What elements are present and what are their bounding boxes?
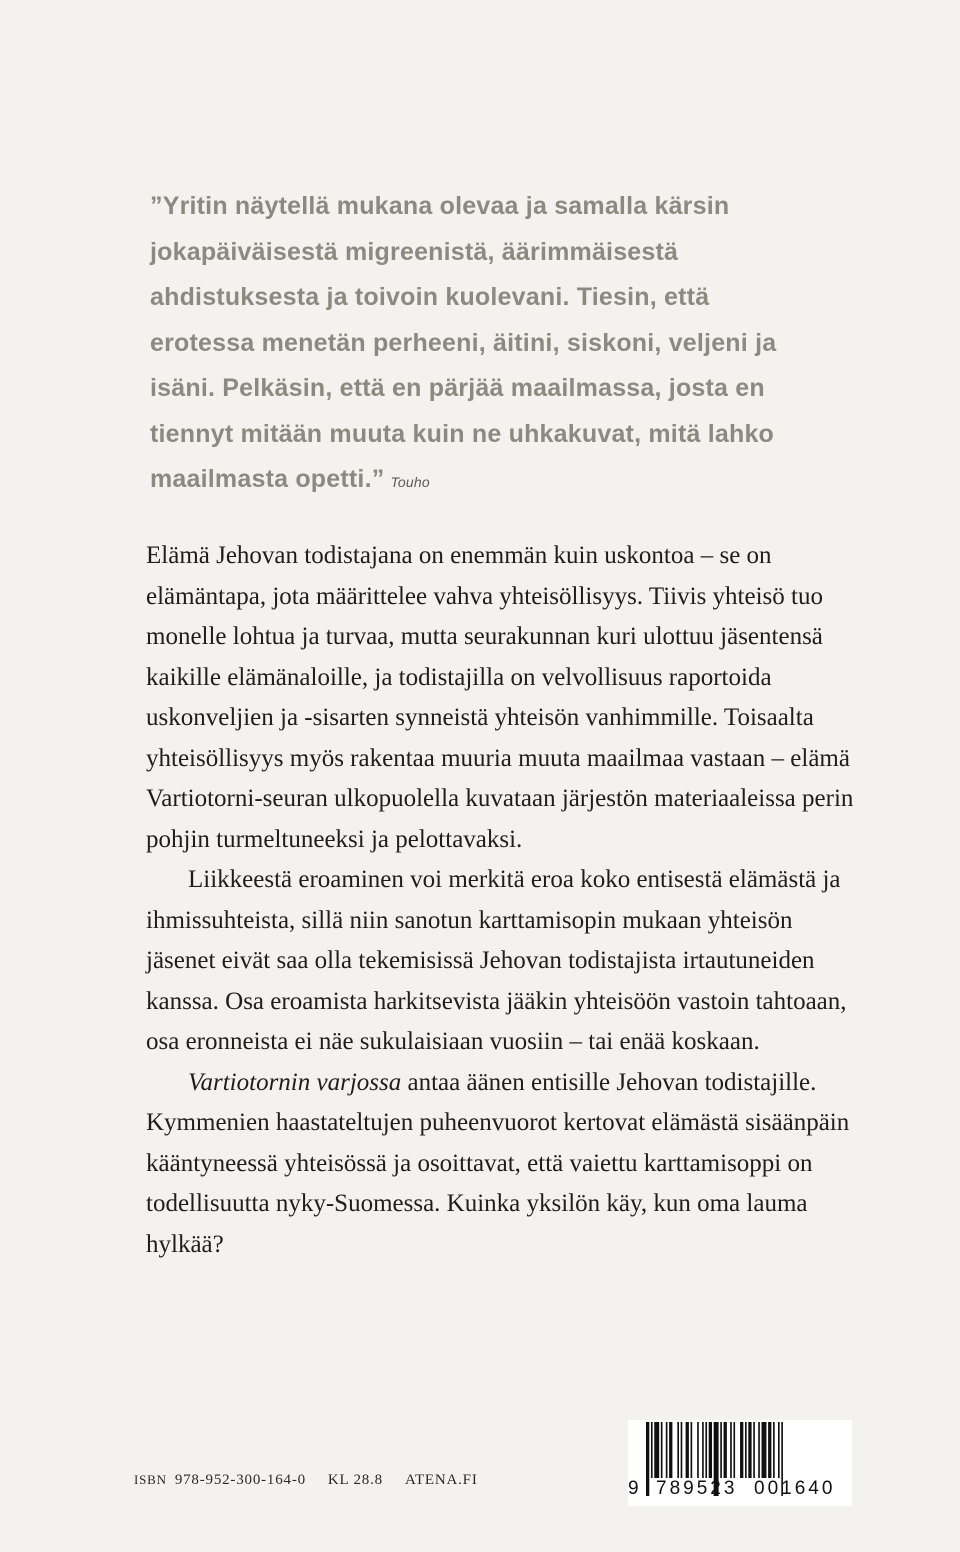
barcode-bar: [758, 1422, 760, 1478]
quote-line: ”Yritin näytellä mukana olevaa ja samalla kärsin: [150, 192, 730, 220]
book-title: Vartiotornin varjossa: [188, 1068, 402, 1096]
barcode-bar: [677, 1422, 679, 1478]
isbn-label: ISBN: [134, 1472, 167, 1487]
barcode-bar: [730, 1422, 732, 1478]
blurb-paragraph-1: Elämä Jehovan todistajana on enemmän kuin uskontoa – se on elämäntapa, jota määrittelee vahva yhteisöllisyys. Tiivis yhteisö tuo monelle lohtua ja turvaa, mutta seurakunnan kuri ulottuu jäsentensä kaikille elämänaloille, ja todistajilla on velvollisuus raportoida uskonveljien ja -sisarten synneistä yhteisön vanhimmille. Toisaalta yhteisöllisyys myös rakentaa muuria muuta maailmaa vastaan – elämä Vartiotorni-seuran ulkopuolella kuvataan järjestön materiaaleissa perin pohjin turmeltuneeksi ja pelottavaksi.: [146, 542, 854, 853]
barcode-bar: [705, 1422, 707, 1478]
blurb-paragraph-2: Liikkeestä eroaminen voi merkitä eroa koko entisestä elämästä ja ihmissuhteista, sillä niin sanotun karttamisopin mukaan yhteisön jäsenet eivät saa olla tekemisissä Jehovan todistajista irtautuneiden kanssa. Osa eroamista harkitsevista jääkin yhteisöön vastoin tahtoaan, osa eronneista ei näe sukulaisiaan vuosiin – tai enää koskaan.: [146, 866, 847, 1055]
quote-line: jokapäiväisestä migreenistä, äärimmäisestä: [150, 237, 679, 266]
barcode-bar: [681, 1422, 683, 1478]
quote-line-last: [150, 457, 850, 506]
blurb: [146, 536, 856, 1265]
barcode-bar: [720, 1422, 722, 1478]
barcode-bar: [762, 1422, 767, 1478]
barcode-bar: [709, 1422, 712, 1478]
barcode-bar: [651, 1422, 653, 1478]
barcode-bar: [753, 1422, 755, 1478]
barcode-bar: [702, 1422, 704, 1478]
barcode-bar: [733, 1422, 735, 1478]
barcode-bar: [745, 1422, 747, 1478]
barcode-bar: [666, 1422, 668, 1478]
barcode-bar: [697, 1422, 699, 1478]
isbn-barcode: [628, 1420, 852, 1506]
quote-line-text: maailmasta opetti.”: [150, 465, 385, 493]
barcode-bar: [740, 1422, 743, 1478]
barcode-bar: [773, 1422, 775, 1478]
barcode-digit-first: 9: [628, 1478, 640, 1499]
isbn-number: 978-952-300-164-0: [174, 1472, 306, 1488]
barcode-bar: [646, 1422, 649, 1496]
quote-line: erotessa menetän perheeni, äitini, siskoni, veljeni ja: [150, 328, 777, 357]
quote-line: tiennyt mitään muuta kuin ne uhkakuvat, mitä lahko: [150, 419, 775, 448]
barcode-digits-left: 789523: [656, 1478, 738, 1499]
blurb-paragraph-3: [146, 1063, 856, 1266]
library-classification: KL 28.8: [327, 1472, 383, 1488]
pull-quote: [150, 184, 850, 506]
barcode-digits-right: 001640: [754, 1478, 836, 1499]
barcode-bar: [748, 1422, 751, 1478]
barcode-bar: [778, 1422, 780, 1478]
publication-info: [134, 1472, 500, 1489]
barcode-bar: [669, 1422, 672, 1478]
barcode-bar: [724, 1422, 727, 1478]
barcode-bar: [661, 1422, 663, 1478]
barcode-bar: [654, 1422, 659, 1478]
quote-attribution: Touho: [390, 474, 430, 490]
quote-line: ahdistuksesta ja toivoin kuolevani. Tiesin, että: [150, 283, 710, 311]
barcode-bar: [691, 1422, 693, 1478]
quote-line: isäni. Pelkäsin, että en pärjää maailmassa, josta en: [150, 374, 765, 402]
barcode-bar: [768, 1422, 771, 1478]
barcode-bar: [686, 1422, 689, 1478]
publisher-website: ATENA.FI: [404, 1472, 478, 1488]
blurb-paragraph-3-text: antaa äänen entisille Jehovan todistajille. Kymmenien haastateltujen puheenvuorot kertovat elämästä sisäänpäin kääntyneessä yhteisössä ja osoittavat, että vaiettu karttamisoppi on todellisuutta nyky-Suomessa. Kuinka yksilön käy, kun oma lauma hylkää?: [146, 1068, 850, 1258]
